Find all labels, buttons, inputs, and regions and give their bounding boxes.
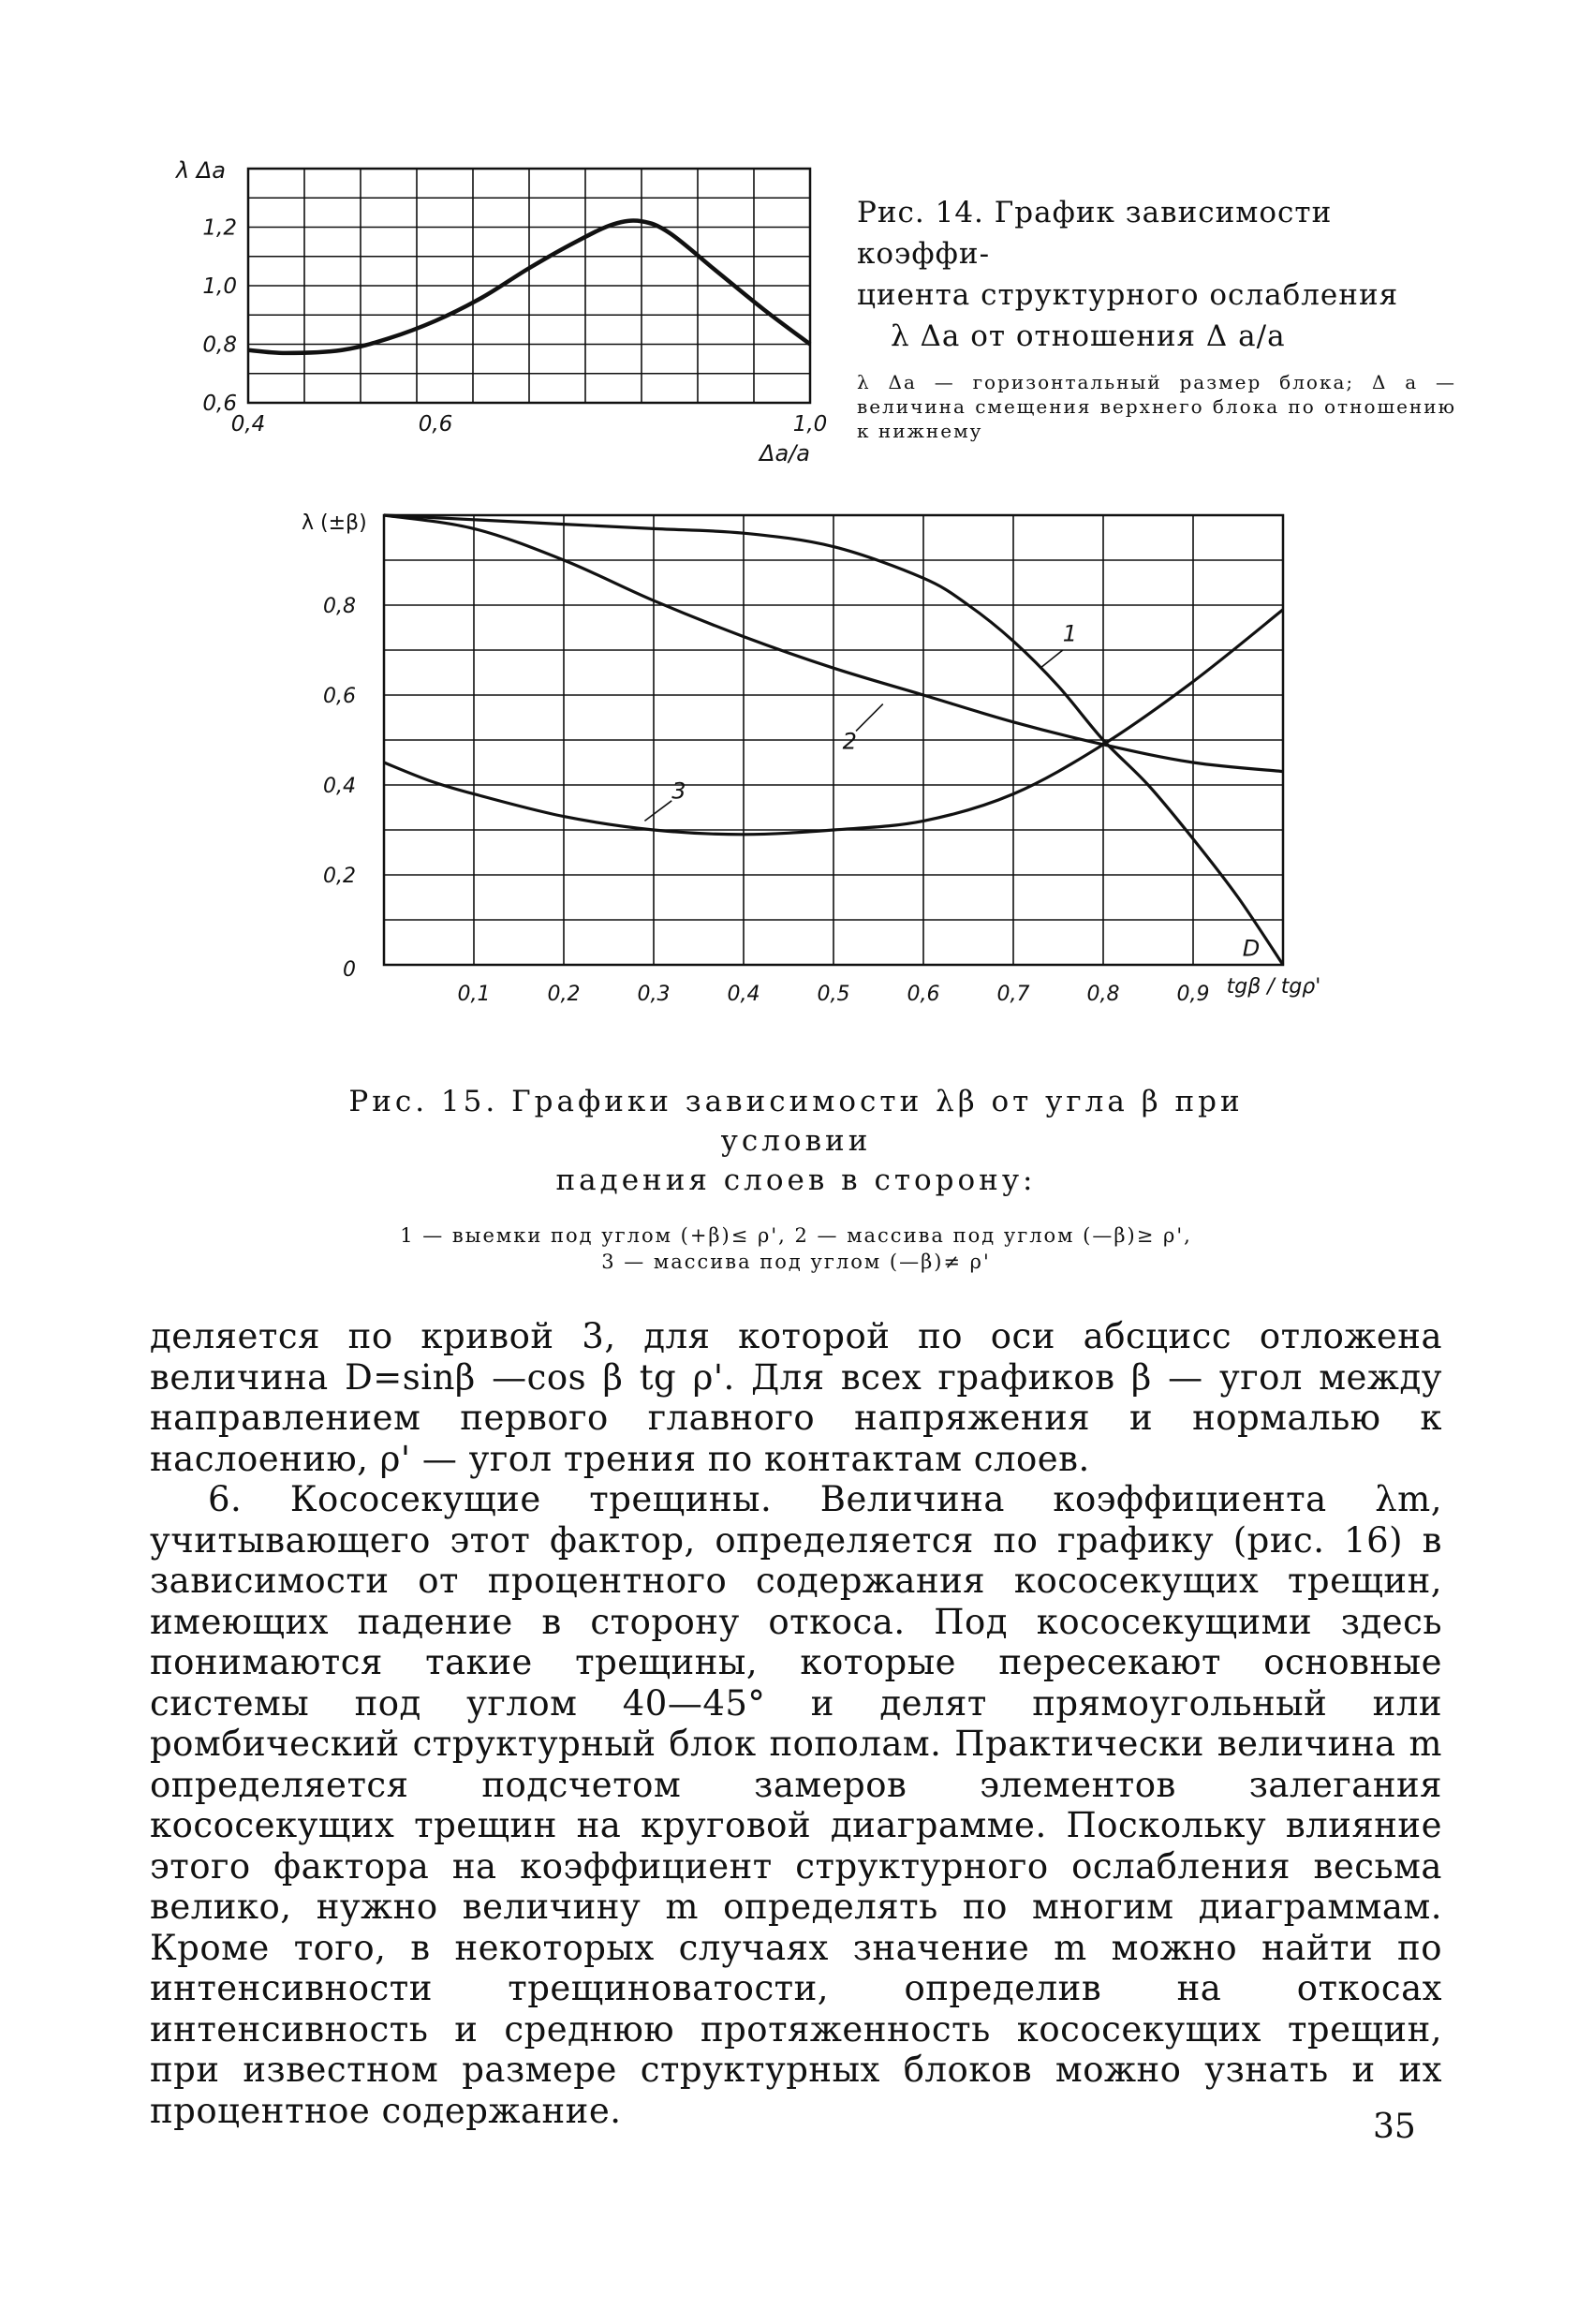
y-tick-label: 0,8 (202, 333, 237, 358)
curve-label-1: 1 (1062, 620, 1078, 647)
figure-15-caption-line: падения слоев в сторону: (555, 1163, 1037, 1197)
x-tick-label: 0,4 (727, 983, 760, 1006)
leader-line (1040, 650, 1063, 668)
figure-14-caption-line: циента структурного ослабления (857, 278, 1399, 312)
x-tick-label: 0,3 (637, 983, 671, 1006)
x-tick-label: 0,4 (230, 412, 266, 437)
y-tick-label: 0,6 (323, 685, 356, 708)
figure-14-note: λ Δa — горизонтальный размер блока; Δ a — величина смещения верхнего блока по отношению к нижнему (857, 371, 1456, 442)
y-tick-label: 0,8 (323, 595, 356, 618)
figure-14-chart (159, 150, 833, 478)
x-axis-label: tgβ / tgρ' (1226, 975, 1321, 999)
figure-15-caption-line: Рис. 15. Графики зависимости λβ от угла β при условии (348, 1085, 1244, 1158)
figure-15-note-line: 1 — выемки под углом (+β)≤ ρ', 2 — массива под углом (—β)≥ ρ', (400, 1224, 1192, 1247)
y-tick-label: 0,2 (323, 865, 356, 888)
x-tick-label: 1,0 (792, 412, 828, 437)
x-tick-label: 0,1 (457, 983, 491, 1006)
x-tick-label: 0,6 (907, 983, 940, 1006)
y-tick-label: 0,6 (202, 392, 237, 416)
figure-14-caption (857, 192, 1456, 443)
x-tick-label: 0,7 (996, 983, 1030, 1006)
curve-label-3: 3 (671, 777, 686, 805)
figure-15-chart (290, 496, 1330, 1058)
chart-ticks (323, 595, 1210, 1006)
paragraph: деляется по кривой 3, для которой по оси абсцисс отложена величина D=sinβ —cos β tg ρ'. Для всех графиков β — угол между направлением первого главного напряжения и нормалью к наслоению, ρ' — угол трения по контактам слоев. (150, 1316, 1442, 1479)
curve-label-D: D (1242, 935, 1261, 962)
y-tick-label: 1,2 (202, 215, 237, 241)
chart-grid (248, 169, 810, 403)
figure-15-caption (272, 1082, 1320, 1275)
chart-grid (384, 515, 1283, 965)
curve-label-2: 2 (842, 728, 857, 755)
figure-14-caption-line: λ Δa от отношения Δ a/a (891, 319, 1286, 353)
figure-15-note-line: 3 — массива под углом (—β)≠ ρ' (601, 1251, 991, 1273)
x-tick-label: 0,8 (1086, 983, 1120, 1006)
x-tick-label: 0,5 (817, 983, 850, 1006)
leader-line (644, 801, 671, 822)
figure-14-caption-line: Рис. 14. График зависимости коэффи- (857, 196, 1333, 271)
x-tick-label: 0,9 (1176, 983, 1210, 1006)
x-tick-label: 0,2 (547, 983, 581, 1006)
chart-annotations (644, 620, 1260, 961)
y-axis-label: λ Δa (176, 157, 226, 184)
x-tick-label: 0,6 (418, 412, 453, 437)
x-axis-label: Δa/a (760, 440, 810, 466)
leader-line (856, 704, 883, 732)
body-text (150, 1316, 1442, 2131)
y-tick-label: 1,0 (202, 274, 237, 299)
page-number: 35 (1373, 2108, 1416, 2146)
y-tick-label: 0,4 (323, 775, 356, 798)
paragraph: 6. Кососекущие трещины. Величина коэффициента λm, учитывающего этот фактор, определяется по графику (рис. 16) в зависимости от процентного содержания кососекущих трещин, имеющих падение в сторону откоса. Под кососекущими здесь понимаются такие трещины, которые пересекают основные системы под углом 40—45° и делят прямоугольный или ромбический структурный блок пополам. Практически величина m определяется подсчетом замеров элементов залегания кососекущих трещин на круговой диаграмме. Поскольку влияние этого фактора на коэффициент структурного ослабления весьма велико, нужно величину m определять по многим диаграммам. Кроме того, в некоторых случаях значение m можно найти по интенсивности трещиноватости, определив на откосах интенсивность и среднюю протяженность кососекущих трещин, при известном размере структурных блоков можно узнать и их процентное содержание. (150, 1479, 1442, 2131)
y-axis-label: λ (±β) (302, 511, 367, 535)
y-tick-label: 0 (343, 958, 356, 982)
